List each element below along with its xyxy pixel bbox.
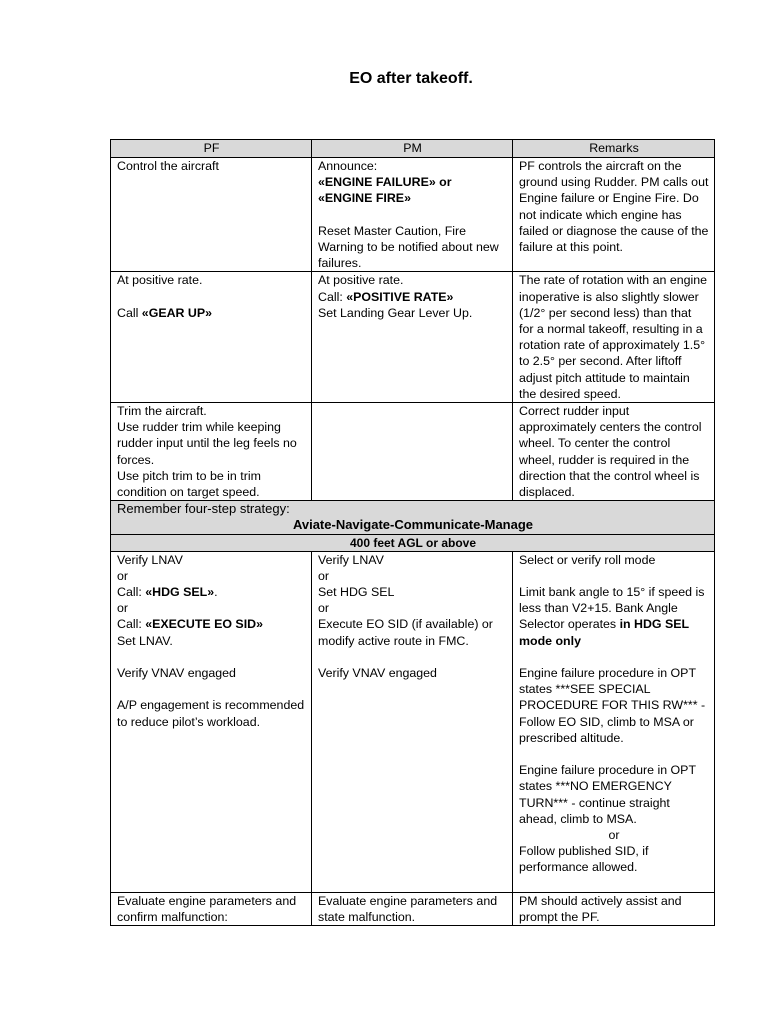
row4-pf-ap: A/P engagement is recommended to reduce pilot’s workload. xyxy=(117,698,305,729)
row4-pm xyxy=(312,551,513,892)
table-header-row xyxy=(111,140,715,158)
row2-pm-call-prefix: Call: xyxy=(318,289,347,304)
row2-pf-call-prefix: Call xyxy=(117,305,142,320)
row4-pf-verify-lnav: Verify LNAV xyxy=(117,552,183,567)
strategy-band-line1: Remember four-step strategy: xyxy=(117,501,290,517)
row4-pf-set-lnav: Set LNAV. xyxy=(117,633,173,648)
row1-remarks: PF controls the aircraft on the ground using Rudder. PM calls out Engine failure or Engine Fire. Do not indicate which engine has failed or diagnose the cause of the failure at this point. xyxy=(513,158,715,272)
row2-pm-line3: Set Landing Gear Lever Up. xyxy=(318,305,473,320)
row4-remarks-limit-bold: in HDG SEL mode only xyxy=(519,617,689,648)
table-row xyxy=(111,158,715,272)
strategy-band-line2: Aviate-Navigate-Communicate-Manage xyxy=(292,517,534,533)
row4-pm-set-hdg: Set HDG SEL xyxy=(318,585,395,600)
row4-pm-or1: or xyxy=(318,568,330,583)
row4-pm-verify-lnav: Verify LNAV xyxy=(318,552,384,567)
row4-pf-call1-suffix: . xyxy=(214,585,218,600)
row4-pm-verify-vnav: Verify VNAV engaged xyxy=(318,666,437,681)
header-pm: PM xyxy=(312,140,513,158)
table-row xyxy=(111,272,715,403)
row4-pf-call2-prefix: Call: xyxy=(117,617,146,632)
spacer xyxy=(318,649,507,665)
row1-pm-reset: Reset Master Caution, Fire Warning to be notified about new failures. xyxy=(318,223,499,271)
spacer xyxy=(519,649,709,665)
row2-remarks: The rate of rotation with an engine inoperative is also slightly slower (1/2° per second less) than that for a normal takeoff, resulting in a rotation rate of approximately 1.5° to 2.5° per second. After liftoff adjust pitch attitude to maintain the desired speed. xyxy=(513,272,715,403)
row2-pf-callout: «GEAR UP» xyxy=(141,305,213,320)
row3-pf xyxy=(111,403,312,501)
row4-remarks-limit-text: Limit bank angle to 15° if speed is less than V2+15. Bank Angle Selector operates xyxy=(519,585,705,632)
row3-pf-line1: Trim the aircraft. xyxy=(117,404,207,419)
phase-subheader xyxy=(111,534,715,551)
row4-pm-execute: Execute EO SID (if available) or modify active route in FMC. xyxy=(318,617,493,648)
row2-pf xyxy=(111,272,312,403)
row4-remarks xyxy=(513,551,715,892)
spacer xyxy=(519,876,709,892)
row2-pm xyxy=(312,272,513,403)
row4-remarks-or: or xyxy=(608,828,620,843)
row3-pm xyxy=(312,403,513,501)
row1-pm-announce: Announce: xyxy=(318,159,378,173)
table-row xyxy=(111,403,715,501)
row3-pf-line3: Use pitch trim to be in trim condition on target speed. xyxy=(117,468,261,500)
row1-pm xyxy=(312,158,513,272)
table-row xyxy=(111,892,715,925)
procedure-table xyxy=(110,139,715,926)
spacer xyxy=(318,207,507,223)
row4-pf-call2 xyxy=(117,616,306,632)
row4-pf-call1-callout: «HDG SEL» xyxy=(145,585,215,600)
table-row xyxy=(111,551,715,892)
row5-pf: Evaluate engine parameters and confirm malfunction: xyxy=(111,892,312,925)
row2-pm-call xyxy=(318,289,507,305)
spacer xyxy=(117,649,306,665)
row4-pf-call1-prefix: Call: xyxy=(117,585,146,600)
row4-pf-verify-vnav: Verify VNAV engaged xyxy=(117,666,236,681)
row4-pf-or1: or xyxy=(117,568,129,583)
row5-remarks: PM should actively assist and prompt the PF. xyxy=(513,892,715,925)
row5-pm: Evaluate engine parameters and state malfunction. xyxy=(312,892,513,925)
row4-remarks-limit xyxy=(519,584,709,649)
row3-pf-line2: Use rudder trim while keeping rudder input until the leg feels no forces. xyxy=(117,420,297,467)
page-title: EO after takeoff. xyxy=(349,70,473,87)
row3-remarks: Correct rudder input approximately centers the control wheel. To center the control wheel, rudder is required in the direction that the control wheel is displaced. xyxy=(513,403,715,501)
row4-pm-or2: or xyxy=(318,601,330,616)
row2-pm-callout: «POSITIVE RATE» xyxy=(346,289,454,304)
row4-pf-call2-callout: «EXECUTE EO SID» xyxy=(145,617,263,632)
row4-pf-call1 xyxy=(117,584,306,600)
strategy-band xyxy=(111,501,715,534)
row4-remarks-roll: Select or verify roll mode xyxy=(519,552,656,567)
spacer xyxy=(117,289,306,305)
strategy-band-cell xyxy=(111,501,715,534)
header-pf: PF xyxy=(111,140,312,158)
row2-pf-line1: At positive rate. xyxy=(117,273,203,288)
spacer xyxy=(519,746,709,762)
header-remarks: Remarks xyxy=(513,140,715,158)
spacer xyxy=(519,568,709,584)
row1-pf: Control the aircraft xyxy=(111,158,312,272)
row4-remarks-special: Engine failure procedure in OPT states ***SEE SPECIAL PROCEDURE FOR THIS RW*** - Follow EO SID, climb to MSA or prescribed altitude. xyxy=(519,666,706,745)
row4-remarks-follow: Follow published SID, if performance allowed. xyxy=(519,844,649,875)
row2-pm-line1: At positive rate. xyxy=(318,273,404,288)
row4-pf-or2: or xyxy=(117,601,129,616)
row4-pf xyxy=(111,551,312,892)
phase-subheader-cell: 400 feet AGL or above xyxy=(111,534,715,551)
row1-pm-callout: «ENGINE FAILURE» or «ENGINE FIRE» xyxy=(318,175,452,206)
row2-pf-call xyxy=(117,305,306,321)
row4-remarks-noturn: Engine failure procedure in OPT states ***NO EMERGENCY TURN*** - continue straight ahead, climb to MSA. xyxy=(519,763,696,826)
spacer xyxy=(117,681,306,697)
